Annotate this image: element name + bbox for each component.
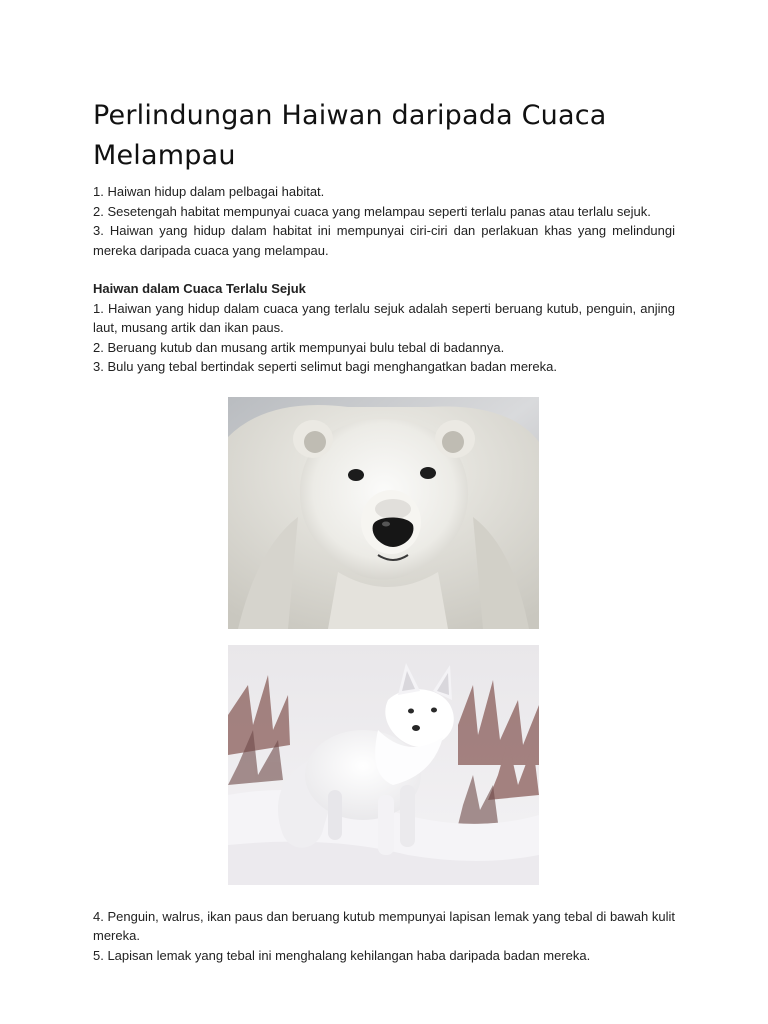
arctic-fox-image — [228, 645, 539, 885]
intro-list — [93, 182, 675, 260]
section-point-3: 3. Bulu yang tebal bertindak seperti selimut bagi menghangatkan badan mereka. — [93, 359, 557, 374]
arctic-fox-illustration — [228, 645, 539, 885]
intro-point-3: 3. Haiwan yang hidup dalam habitat ini mempunyai ciri-ciri dan perlakuan khas yang melindungi mereka daripada cuaca yang melampau. — [93, 223, 675, 258]
polar-bear-illustration — [228, 397, 539, 629]
intro-point-1: 1. Haiwan hidup dalam pelbagai habitat. — [93, 184, 325, 199]
section-list — [93, 299, 675, 377]
section-heading: Haiwan dalam Cuaca Terlalu Sejuk — [93, 281, 306, 296]
after-list — [93, 907, 675, 966]
after-point-5: 5. Lapisan lemak yang tebal ini menghalang kehilangan haba daripada badan mereka. — [93, 947, 591, 963]
section-point-2: 2. Beruang kutub dan musang artik mempunyai bulu tebal di badannya. — [93, 339, 505, 355]
intro-point-2: 2. Sesetengah habitat mempunyai cuaca yang melampau seperti terlalu panas atau terlalu sejuk. — [93, 203, 651, 219]
after-point-4: 4. Penguin, walrus, ikan paus dan beruang kutub mempunyai lapisan lemak yang tebal di bawah kulit mereka. — [93, 908, 675, 943]
page-title: Perlindungan Haiwan daripada Cuaca Melampau — [93, 100, 607, 171]
polar-bear-image — [228, 397, 539, 629]
section-point-1: 1. Haiwan yang hidup dalam cuaca yang terlalu sejuk adalah seperti beruang kutub, penguin, anjing laut, musang artik dan ikan paus. — [93, 300, 675, 335]
